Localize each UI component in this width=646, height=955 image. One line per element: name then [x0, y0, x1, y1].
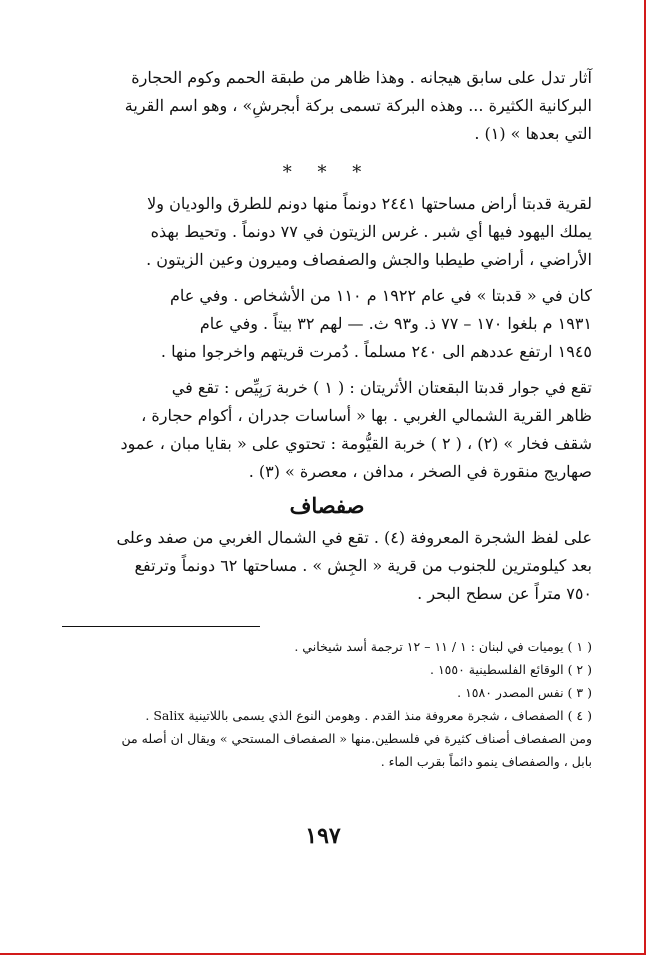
document-page — [62, 64, 592, 773]
text-line: التي بعدها » (١) . — [474, 124, 592, 143]
text-line: على لفظ الشجرة المعروفة (٤) . تقع في الشمال الغربي من صفد وعلى — [116, 528, 592, 547]
paragraph-3 — [62, 282, 592, 366]
text-line: شقف فخار » (٢) ، ( ٢ ) خربة القيُّومة : تحتوي على « بقايا مبان ، عمود — [120, 434, 592, 453]
text-line: البركانية الكثيرة ... وهذه البركة تسمى بركة أبجرشِ» ، وهو اسم القرية — [124, 96, 592, 115]
text-line: يملك اليهود فيها أي شبر . غرس الزيتون في ٧٧ دونماً . وتحيط بهذه — [150, 222, 592, 241]
paragraph-2 — [62, 190, 592, 274]
text-line: الأراضي ، أراضي طيطبا والجش والصفصاف وميرون وعين الزيتون . — [146, 250, 592, 269]
footnote: ومن الصفصاف أصناف كثيرة في فلسطين.منها « الصفصاف المستحي » ويقال ان أصله من — [121, 731, 592, 746]
footnote-rule — [62, 626, 260, 627]
text-line: آثار تدل على سابق هيجانه . وهذا ظاهر من طبقة الحمم وكوم الحجارة — [131, 68, 592, 87]
text-line: ظاهر القرية الشمالي الغربي . بها « أساسات جدران ، أكوام حجارة ، — [141, 406, 592, 425]
footnotes — [62, 635, 592, 773]
paragraph-1 — [62, 64, 592, 148]
text-line: ١٩٣١ م بلغوا ١٧٠ – ٧٧ ذ. و٩٣ ث. — لهم ٣٢ بيتاً . وفي عام — [199, 314, 592, 333]
text-line: ٧٥٠ متراً عن سطح البحر . — [417, 584, 592, 603]
text-line: صهاريج منقورة في الصخر ، مدافن ، معصرة » (٣) . — [248, 462, 592, 481]
text-line: كان في « قدبتا » في عام ١٩٢٢ م ١١٠ من الأشخاص . وفي عام — [170, 286, 592, 305]
paragraph-4 — [62, 374, 592, 486]
text-line: بعد كيلومترين للجنوب من قرية « الجِش » . مساحتها ٦٢ دونماً وترتفع — [134, 556, 592, 575]
footnote: ( ٤ ) الصفصاف ، شجرة معروفة منذ القدم . وهومن النوع الذي يسمى باللاتينية Salix . — [145, 708, 592, 723]
page-number: ١٩٧ — [305, 823, 341, 849]
paragraph-5 — [62, 524, 592, 608]
text-line: تقع في جوار قدبتا البقعتان الأثريتان : ( ١ ) خربة رَبِيِّص : تقع في — [171, 378, 592, 397]
text-line: ١٩٤٥ ارتفع عددهم الى ٢٤٠ مسلماً . دُمرت قريتهم واخرجوا منها . — [160, 342, 592, 361]
footnote: ( ٢ ) الوقائع الفلسطينية ١٥٥٠ . — [430, 662, 592, 677]
section-separator: * * * — [282, 162, 372, 183]
footnote: ( ٣ ) نفس المصدر ١٥٨٠ . — [457, 685, 592, 700]
text-line: لقرية قدبتا أراض مساحتها ٢٤٤١ دونماً منها دونم للطرق والوديان ولا — [147, 194, 592, 213]
footnote: ( ١ ) يوميات في لبنان : ١ / ١١ – ١٢ ترجمة أسد شيخاني . — [294, 639, 592, 654]
footnote: بابل ، والصفصاف ينمو دائماً بقرب الماء . — [380, 754, 592, 769]
section-heading: صفصاف — [289, 493, 365, 518]
